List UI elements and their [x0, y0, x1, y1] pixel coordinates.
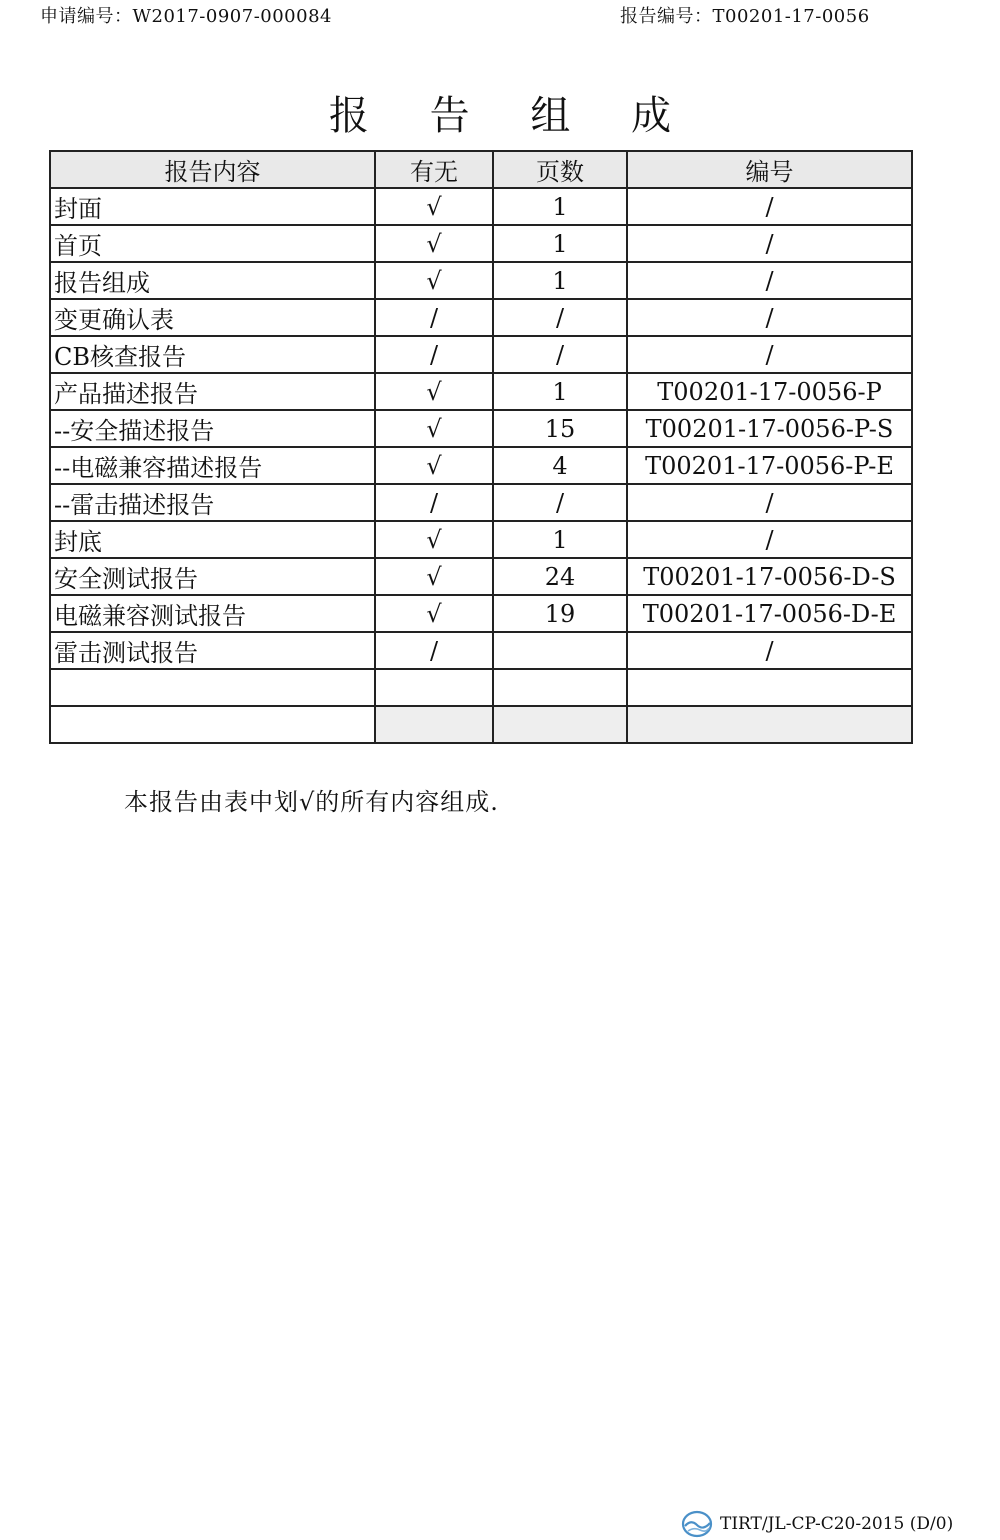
- table-row: [50, 484, 912, 521]
- row-report-code: T00201-17-0056-P-E: [627, 447, 912, 484]
- row-presence: √: [375, 521, 493, 558]
- row-page-count: /: [493, 484, 627, 521]
- row-report-code: T00201-17-0056-P: [627, 373, 912, 410]
- row-report-code: [627, 706, 912, 743]
- row-presence: [375, 706, 493, 743]
- row-content: 变更确认表: [50, 299, 375, 336]
- table-row: [50, 373, 912, 410]
- row-content: 封底: [50, 521, 375, 558]
- composition-note: 本报告由表中划√的所有内容组成.: [124, 788, 499, 816]
- row-presence: /: [375, 336, 493, 373]
- row-report-code: T00201-17-0056-D-E: [627, 595, 912, 632]
- row-presence: √: [375, 373, 493, 410]
- row-page-count: 4: [493, 447, 627, 484]
- row-content: 电磁兼容测试报告: [50, 595, 375, 632]
- column-header-pages: 页数: [493, 151, 627, 188]
- row-content: --雷击描述报告: [50, 484, 375, 521]
- row-presence: √: [375, 447, 493, 484]
- row-presence: √: [375, 262, 493, 299]
- table-row: [50, 447, 912, 484]
- row-page-count: /: [493, 299, 627, 336]
- row-content: 报告组成: [50, 262, 375, 299]
- row-page-count: 19: [493, 595, 627, 632]
- row-content: 雷击测试报告: [50, 632, 375, 669]
- row-report-code: T00201-17-0056-D-S: [627, 558, 912, 595]
- row-presence: /: [375, 632, 493, 669]
- row-report-code: /: [627, 299, 912, 336]
- row-page-count: /: [493, 336, 627, 373]
- row-content: 封面: [50, 188, 375, 225]
- table-row: [50, 262, 912, 299]
- row-page-count: 1: [493, 521, 627, 558]
- table-row: [50, 706, 912, 743]
- row-page-count: 1: [493, 262, 627, 299]
- table-row: [50, 188, 912, 225]
- page-title: 报 告 组 成: [328, 93, 696, 139]
- row-presence: [375, 669, 493, 706]
- row-content: --电磁兼容描述报告: [50, 447, 375, 484]
- table-row: [50, 225, 912, 262]
- row-report-code: /: [627, 262, 912, 299]
- row-presence: /: [375, 299, 493, 336]
- row-presence: √: [375, 595, 493, 632]
- table-row: [50, 336, 912, 373]
- row-report-code: /: [627, 188, 912, 225]
- row-presence: √: [375, 410, 493, 447]
- row-content: --安全描述报告: [50, 410, 375, 447]
- table-row: [50, 669, 912, 706]
- row-presence: /: [375, 484, 493, 521]
- row-page-count: 1: [493, 373, 627, 410]
- row-presence: √: [375, 225, 493, 262]
- report-number: 报告编号：T00201-17-0056: [620, 6, 870, 27]
- row-content: [50, 669, 375, 706]
- table-body: [50, 188, 912, 743]
- row-report-code: /: [627, 632, 912, 669]
- row-content: 首页: [50, 225, 375, 262]
- report-composition-table: [49, 150, 913, 744]
- row-presence: √: [375, 558, 493, 595]
- row-report-code: /: [627, 225, 912, 262]
- row-content: 产品描述报告: [50, 373, 375, 410]
- application-number: 申请编号：W2017-0907-000084: [40, 6, 332, 27]
- row-page-count: [493, 669, 627, 706]
- row-content: [50, 706, 375, 743]
- column-header-presence: 有无: [375, 151, 493, 188]
- column-header-code: 编号: [627, 151, 912, 188]
- table-row: [50, 299, 912, 336]
- row-page-count: [493, 632, 627, 669]
- table-row: [50, 632, 912, 669]
- footer: [680, 1509, 953, 1539]
- table-row: [50, 521, 912, 558]
- row-report-code: /: [627, 484, 912, 521]
- row-page-count: 1: [493, 225, 627, 262]
- table-header-row: [50, 151, 912, 188]
- row-report-code: T00201-17-0056-P-S: [627, 410, 912, 447]
- row-presence: √: [375, 188, 493, 225]
- row-content: CB核查报告: [50, 336, 375, 373]
- row-report-code: /: [627, 336, 912, 373]
- row-report-code: /: [627, 521, 912, 558]
- table-row: [50, 410, 912, 447]
- form-code: TIRT/JL-CP-C20-2015 (D/0): [720, 1514, 954, 1534]
- table-row: [50, 595, 912, 632]
- row-page-count: 15: [493, 410, 627, 447]
- wave-logo-icon: [680, 1509, 714, 1539]
- row-page-count: [493, 706, 627, 743]
- row-page-count: 1: [493, 188, 627, 225]
- column-header-content: 报告内容: [50, 151, 375, 188]
- row-report-code: [627, 669, 912, 706]
- row-content: 安全测试报告: [50, 558, 375, 595]
- row-page-count: 24: [493, 558, 627, 595]
- table-row: [50, 558, 912, 595]
